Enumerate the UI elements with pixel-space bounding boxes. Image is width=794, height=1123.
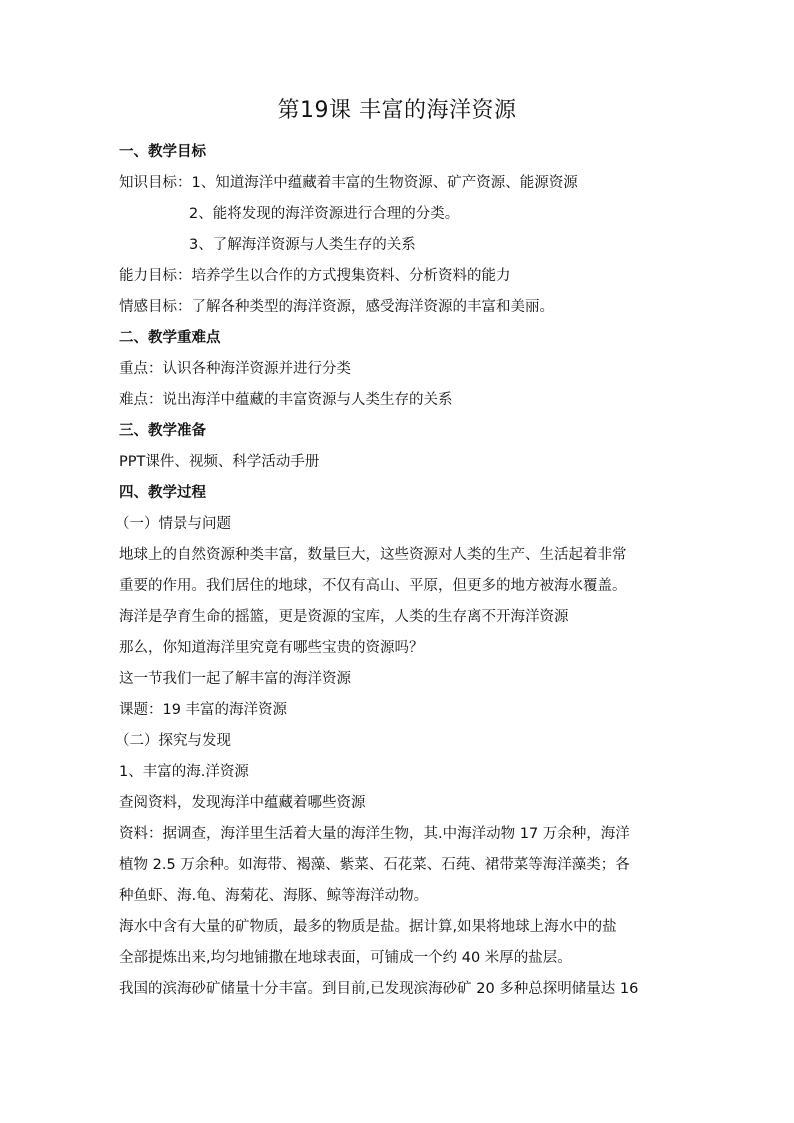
section-heading: 三、教学准备 bbox=[119, 423, 206, 439]
text-line: 1、丰富的海.洋资源 bbox=[119, 764, 249, 780]
section-heading: 二、教学重难点 bbox=[119, 330, 221, 346]
text-line: 能力目标：培养学生以合作的方式搜集资料、分析资料的能力 bbox=[119, 268, 511, 284]
text-line: 那么，你知道海洋里究竟有哪些宝贵的资源吗？ bbox=[119, 640, 424, 656]
text-line: 植物 2.5 万余种。如海带、褐藻、紫菜、石花菜、石莼、裙带菜等海洋藻类；各 bbox=[119, 857, 630, 873]
text-line: 全部提炼出来,均匀地铺撒在地球表面，可铺成一个约 40 米厚的盐层。 bbox=[119, 950, 572, 966]
text-line: 重要的作用。我们居住的地球，不仅有高山、平原，但更多的地方被海水覆盖。 bbox=[119, 578, 627, 594]
text-line: 重点：认识各种海洋资源并进行分类 bbox=[119, 361, 351, 377]
text-line: 情感目标：了解各种类型的海洋资源，感受海洋资源的丰富和美丽。 bbox=[119, 299, 554, 315]
section-heading: 一、教学目标 bbox=[119, 144, 206, 160]
text-line: 海洋是孕育生命的摇篮，更是资源的宝库，人类的生存离不开海洋资源 bbox=[119, 609, 569, 625]
section-heading: 四、教学过程 bbox=[119, 485, 206, 501]
indented-line: 3、了解海洋资源与人类生存的关系 bbox=[189, 237, 416, 253]
document-title: 第19课 丰富的海洋资源 bbox=[277, 98, 517, 123]
text-line: 种鱼虾、海.龟、海菊花、海豚、鲸等海洋动物。 bbox=[119, 888, 429, 904]
text-line: 知识目标：1、知道海洋中蕴藏着丰富的生物资源、矿产资源、能源资源 bbox=[119, 175, 578, 191]
text-line: 这一节我们一起了解丰富的海洋资源 bbox=[119, 671, 351, 687]
text-line: 海水中含有大量的矿物质，最多的物质是盐。据计算,如果将地球上海水中的盐 bbox=[119, 919, 617, 935]
text-line: PPT课件、视频、科学活动手册 bbox=[119, 454, 320, 470]
subsection-heading: （二）探究与发现 bbox=[115, 733, 231, 749]
text-line: 资料：据调查，海洋里生活着大量的海洋生物，其.中海洋动物 17 万余种，海洋 bbox=[119, 826, 630, 842]
text-line: 地球上的自然资源种类丰富，数量巨大，这些资源对人类的生产、生活起着非常 bbox=[119, 547, 627, 563]
text-line: 难点：说出海洋中蕴藏的丰富资源与人类生存的关系 bbox=[119, 392, 453, 408]
document-body bbox=[115, 137, 689, 1005]
text-line: 课题：19 丰富的海洋资源 bbox=[119, 702, 288, 718]
text-line: 我国的滨海砂矿储量十分丰富。到目前,已发现滨海砂矿 20 多种总探明储量达 16 bbox=[119, 981, 639, 997]
subsection-heading: （一）情景与问题 bbox=[115, 516, 231, 532]
text-line: 查阅资料，发现海洋中蕴藏着哪些资源 bbox=[119, 795, 366, 811]
indented-line: 2、能将发现的海洋资源进行合理的分类。 bbox=[189, 206, 460, 222]
